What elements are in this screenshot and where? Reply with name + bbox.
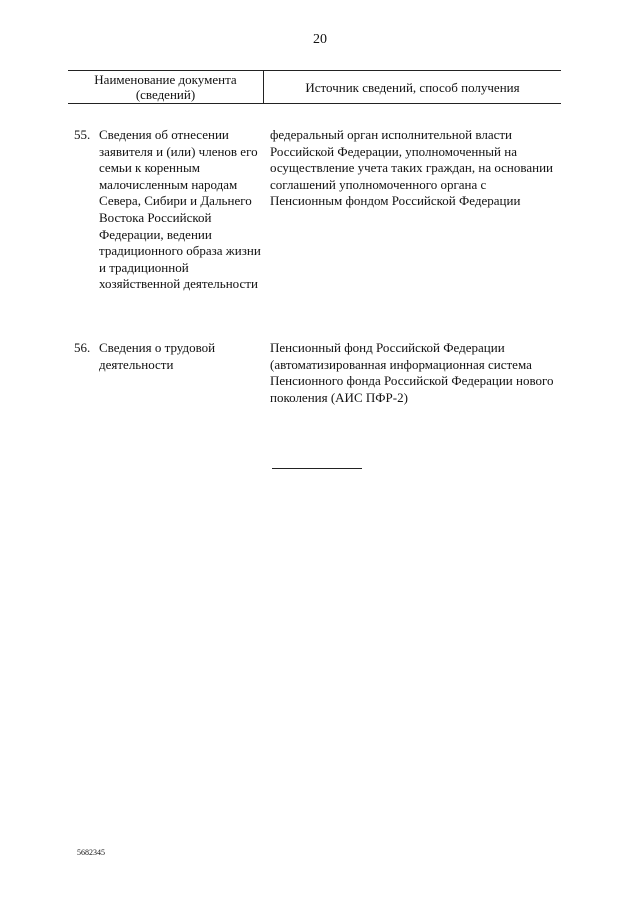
page-number: 20: [313, 32, 327, 47]
header-document-name: Наименование документа (сведений): [68, 71, 264, 103]
row-document: Сведения об отнесении заявителя и (или) членов его семьи к коренным малочисленным народам Севера, Сибири и Дальнего Востока Российской Федерации, ведении традиционного образа жизни и традиционной хозяйственной деятельности: [99, 127, 261, 292]
row-number: 56.: [74, 340, 91, 355]
table-header: [68, 70, 561, 104]
row-source: Пенсионный фонд Российской Федерации (автоматизированная информационная система Пенсионного фонда Российской Федерации нового поколения (АИС ПФР-2): [270, 340, 554, 405]
document-code: 5682345: [77, 848, 105, 857]
end-divider: [272, 468, 362, 469]
row-document: Сведения о трудовой деятельности: [99, 340, 216, 372]
header-source: Источник сведений, способ получения: [305, 80, 520, 95]
row-number: 55.: [74, 127, 91, 142]
row-source: федеральный орган исполнительной власти Российской Федерации, уполномоченный на осуществление учета таких граждан, на основании соглашений уполномоченного органа с Пенсионным фондом Российской Федерации: [270, 127, 553, 209]
